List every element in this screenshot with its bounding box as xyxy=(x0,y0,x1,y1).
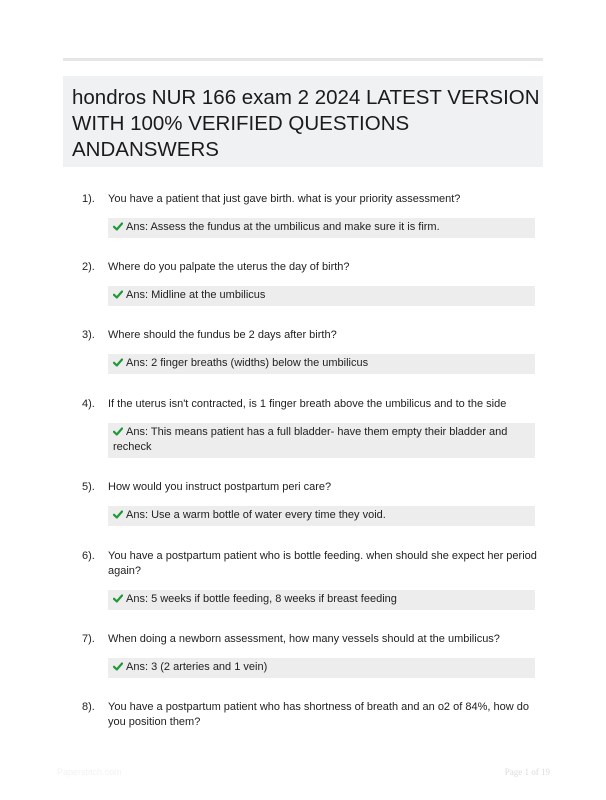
qa-item-7 xyxy=(63,632,543,678)
question-number: 1). xyxy=(82,193,95,205)
check-icon xyxy=(113,662,123,671)
check-icon xyxy=(113,222,123,231)
top-divider xyxy=(63,58,543,61)
question-text: Where should the fundus be 2 days after birth? xyxy=(108,329,337,341)
answer-text: Ans: 2 finger breaths (widths) below the umbilicus xyxy=(126,357,369,369)
answer-box xyxy=(108,590,535,610)
check-icon xyxy=(113,358,123,367)
check-icon xyxy=(113,427,123,436)
question-text: How would you instruct postpartum peri care? xyxy=(108,481,332,493)
answer-box xyxy=(108,218,535,238)
answer-text: Ans: This means patient has a full bladder- have them empty their bladder and recheck xyxy=(113,426,508,453)
qa-item-4 xyxy=(63,397,543,458)
answer-box xyxy=(108,658,535,678)
qa-item-6 xyxy=(63,549,543,610)
answer-box xyxy=(108,286,535,306)
title-banner xyxy=(63,76,543,167)
answer-box xyxy=(108,354,535,374)
question-number: 6). xyxy=(82,550,95,562)
question-text: When doing a newborn assessment, how many vessels should at the umbilicus? xyxy=(108,633,500,645)
footer-watermark: Paperstitch.com xyxy=(57,767,122,777)
answer-box xyxy=(108,506,535,526)
qa-item-1 xyxy=(63,192,543,238)
question-text: Where do you palpate the uterus the day of birth? xyxy=(108,261,350,273)
answer-box xyxy=(108,423,535,458)
question-text: If the uterus isn't contracted, is 1 finger breath above the umbilicus and to the side xyxy=(108,398,507,410)
question-text: You have a postpartum patient who has shortness of breath and an o2 of 84%, how do you position them? xyxy=(108,701,529,728)
qa-item-2 xyxy=(63,260,543,306)
check-icon xyxy=(113,594,123,603)
check-icon xyxy=(113,290,123,299)
answer-text: Ans: Use a warm bottle of water every time they void. xyxy=(126,509,386,521)
answer-text: Ans: Midline at the umbilicus xyxy=(126,289,266,301)
question-number: 5). xyxy=(82,481,95,493)
question-number: 7). xyxy=(82,633,95,645)
answer-text: Ans: 3 (2 arteries and 1 vein) xyxy=(126,661,268,673)
question-number: 8). xyxy=(82,701,95,713)
qa-item-3 xyxy=(63,328,543,374)
qa-item-5 xyxy=(63,480,543,526)
answer-text: Ans: Assess the fundus at the umbilicus and make sure it is firm. xyxy=(126,221,440,233)
question-text: You have a postpartum patient who is bottle feeding. when should she expect her period again? xyxy=(108,550,537,577)
question-number: 4). xyxy=(82,398,95,410)
question-number: 3). xyxy=(82,329,95,341)
page-number: Page 1 of 19 xyxy=(504,767,550,777)
qa-item-8 xyxy=(63,700,543,730)
question-number: 2). xyxy=(82,261,95,273)
check-icon xyxy=(113,510,123,519)
question-text: You have a patient that just gave birth. what is your priority assessment? xyxy=(108,193,461,205)
answer-text: Ans: 5 weeks if bottle feeding, 8 weeks if breast feeding xyxy=(126,593,397,605)
document-title: hondros NUR 166 exam 2 2024 LATEST VERSION WITH 100% VERIFIED QUESTIONS ANDANSWERS xyxy=(72,86,540,161)
